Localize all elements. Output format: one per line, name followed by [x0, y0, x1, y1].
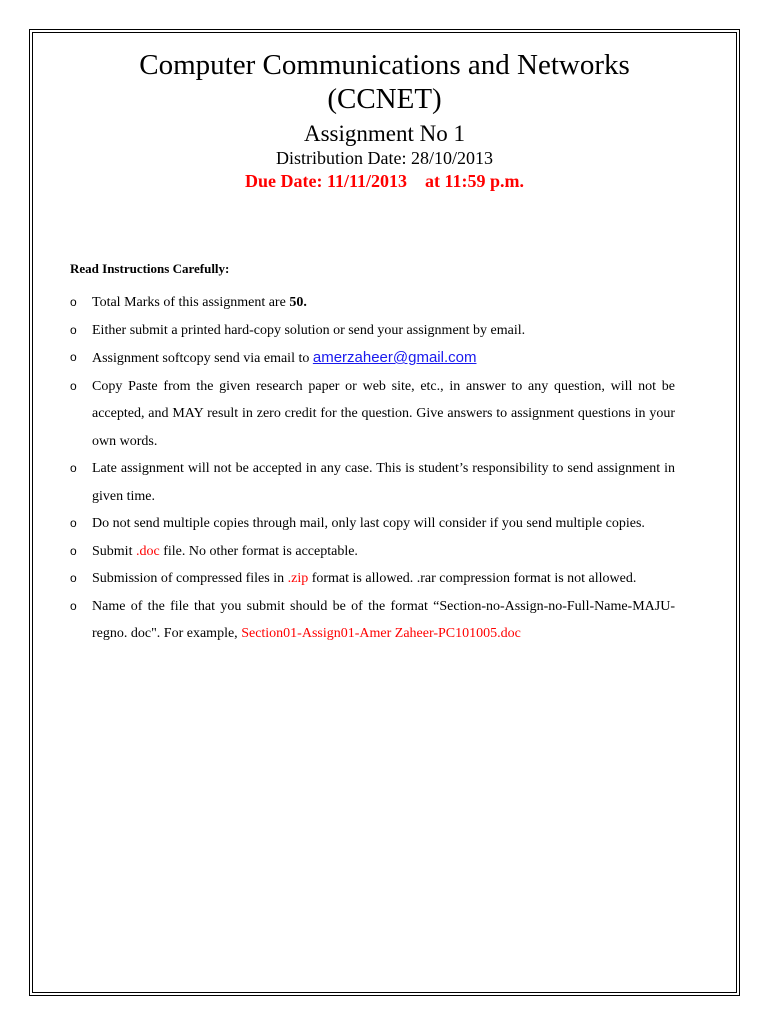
instruction-item [70, 344, 675, 373]
instruction-item [70, 373, 675, 456]
due-date [32, 169, 737, 193]
course-code: (CCNET) [327, 83, 442, 115]
instruction-text: Name of the file that you submit should be of the format “Section-no-Assign-no-Full-Name-MAJU-regno. doc". For example, [92, 598, 675, 641]
instruction-item [70, 510, 675, 538]
bullet-icon: o [70, 543, 77, 558]
instruction-item [70, 317, 675, 345]
instruction-text: Submission of compressed files in [92, 571, 288, 586]
due-date-date: Due Date: 11/11/2013 [245, 171, 407, 191]
instructions-list [70, 289, 675, 648]
bullet-icon: o [70, 571, 77, 585]
bullet-icon: o [70, 350, 77, 364]
bullet-icon: o [70, 378, 77, 393]
instruction-text: Copy Paste from the given research paper or web site, etc., in answer to any question, will not be accepted, and MAY result in zero credit for the question. Give answers to assignment questions in your own words. [92, 378, 675, 449]
due-date-time: at 11:59 p.m. [425, 171, 524, 191]
bullet-icon: o [70, 295, 77, 309]
filename-example: Section01-Assign01-Amer Zaheer-PC101005.doc [241, 626, 521, 641]
instructions-heading: Read Instructions Carefully: [70, 261, 230, 276]
document-header [32, 48, 737, 193]
instruction-item [70, 593, 675, 648]
file-extension: .zip [287, 571, 309, 586]
instructions-section [70, 260, 675, 648]
instruction-text: format is allowed. .rar compression format is not allowed. [308, 571, 637, 586]
bullet-icon: o [70, 516, 77, 530]
instruction-text: Submit [92, 543, 136, 559]
instruction-text: Assignment softcopy send via email to [92, 351, 313, 366]
email-link[interactable]: amerzaheer@gmail.com [312, 349, 477, 366]
instruction-item [70, 538, 675, 566]
instruction-text: Total Marks of this assignment are [92, 295, 290, 310]
assignment-number: Assignment No 1 [304, 121, 465, 146]
bullet-icon: o [70, 598, 77, 613]
instruction-text: Either submit a printed hard-copy solution or send your assignment by email. [92, 322, 526, 338]
course-title: Computer Communications and Networks [139, 49, 630, 81]
distribution-date: Distribution Date: 28/10/2013 [276, 148, 493, 168]
instruction-text: file. No other format is acceptable. [159, 543, 358, 559]
instruction-text: Do not send multiple copies through mail, only last copy will consider if you send multiple copies. [92, 516, 645, 531]
total-marks: 50. [289, 295, 307, 310]
bullet-icon: o [70, 322, 77, 337]
instruction-item [70, 455, 675, 510]
instruction-text: Late assignment will not be accepted in any case. This is student’s responsibility to send assignment in given time. [92, 461, 675, 504]
file-extension: .doc [135, 543, 160, 559]
bullet-icon: o [70, 461, 77, 475]
instruction-item [70, 565, 675, 593]
instruction-item [70, 289, 675, 317]
